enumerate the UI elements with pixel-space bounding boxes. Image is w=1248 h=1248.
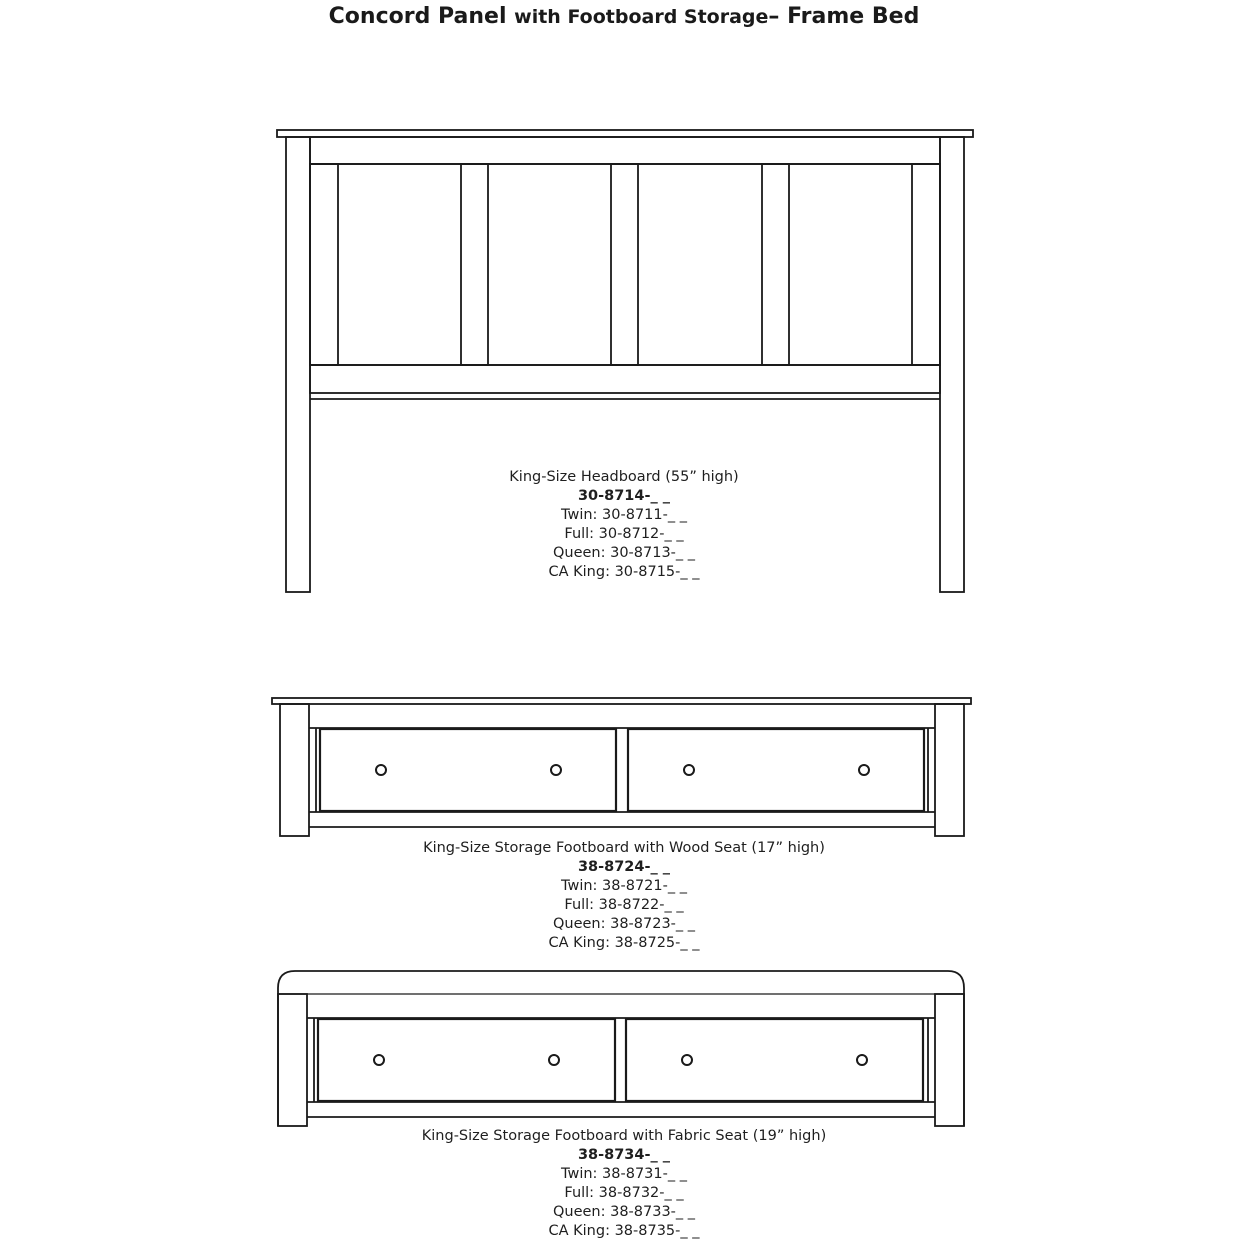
footboard-wood-variant: CA King: 38-8725-_ _ [548, 935, 700, 951]
title-part-3: – Frame Bed [768, 4, 920, 29]
headboard-panel-frame [310, 164, 940, 365]
footboard-fabric-drawer-right [626, 1019, 923, 1101]
footboard-fabric-description: King-Size Storage Footboard with Fabric Seat (19” high) [421, 1128, 827, 1144]
headboard-variant: Full: 30-8712-_ _ [564, 526, 684, 542]
footboard-fabric-variant: CA King: 38-8735-_ _ [548, 1223, 700, 1239]
headboard-stile-left [310, 164, 338, 365]
footboard-fabric-knob [857, 1055, 867, 1065]
footboard-fabric-variant: Full: 38-8732-_ _ [564, 1185, 684, 1201]
footboard-wood-model-number: 38-8724-_ _ [577, 859, 671, 875]
footboard-wood-description: King-Size Storage Footboard with Wood Seat (17” high) [423, 840, 825, 856]
footboard-wood-knob [376, 765, 386, 775]
footboard-fabric-left-leg [278, 994, 307, 1126]
footboard-wood-knob [684, 765, 694, 775]
headboard-stile-2 [611, 164, 638, 365]
footboard-wood-knob [551, 765, 561, 775]
footboard-wood-variant: Queen: 38-8723-_ _ [552, 916, 696, 932]
title-part-2: with Footboard Storage [514, 6, 769, 28]
footboard-fabric-model-number: 38-8734-_ _ [577, 1147, 671, 1163]
footboard-wood-right-leg [935, 704, 964, 836]
headboard-stile-1 [461, 164, 488, 365]
headboard-variant: Twin: 30-8711-_ _ [561, 507, 687, 523]
footboard-wood-drawer-left [320, 729, 616, 811]
footboard-fabric-knob [374, 1055, 384, 1065]
footboard-wood-caption [0, 839, 1248, 953]
footboard-fabric-variant: Queen: 38-8733-_ _ [552, 1204, 696, 1220]
footboard-fabric-variant: Twin: 38-8731-_ _ [561, 1166, 687, 1182]
footboard-fabric-knob [549, 1055, 559, 1065]
footboard-wood-knob [859, 765, 869, 775]
footboard-fabric-drawer-left [318, 1019, 615, 1101]
title-part-1: Concord Panel [328, 4, 515, 29]
headboard-caption [0, 468, 1248, 582]
headboard-description: King-Size Headboard (55” high) [509, 469, 739, 485]
footboard-wood-seat [272, 698, 971, 704]
headboard-variant: CA King: 30-8715-_ _ [548, 564, 700, 580]
headboard-lower-rail [310, 365, 940, 393]
headboard-variant: Queen: 30-8713-_ _ [552, 545, 696, 561]
footboard-wood-drawer-right [628, 729, 924, 811]
footboard-fabric-caption [0, 1127, 1248, 1241]
footboard-wood-variant: Full: 38-8722-_ _ [564, 897, 684, 913]
footboard-wood-left-leg [280, 704, 309, 836]
headboard-stile-right [912, 164, 940, 365]
headboard-stile-3 [762, 164, 789, 365]
headboard-top-rail [310, 137, 940, 164]
footboard-wood-drawing [272, 698, 971, 836]
footboard-fabric-drawing [278, 971, 964, 1126]
headboard-top-cap [277, 130, 973, 137]
footboard-fabric-knob [682, 1055, 692, 1065]
headboard-model-number: 30-8714-_ _ [577, 488, 671, 504]
footboard-wood-variant: Twin: 38-8721-_ _ [561, 878, 687, 894]
footboard-fabric-right-leg [935, 994, 964, 1126]
